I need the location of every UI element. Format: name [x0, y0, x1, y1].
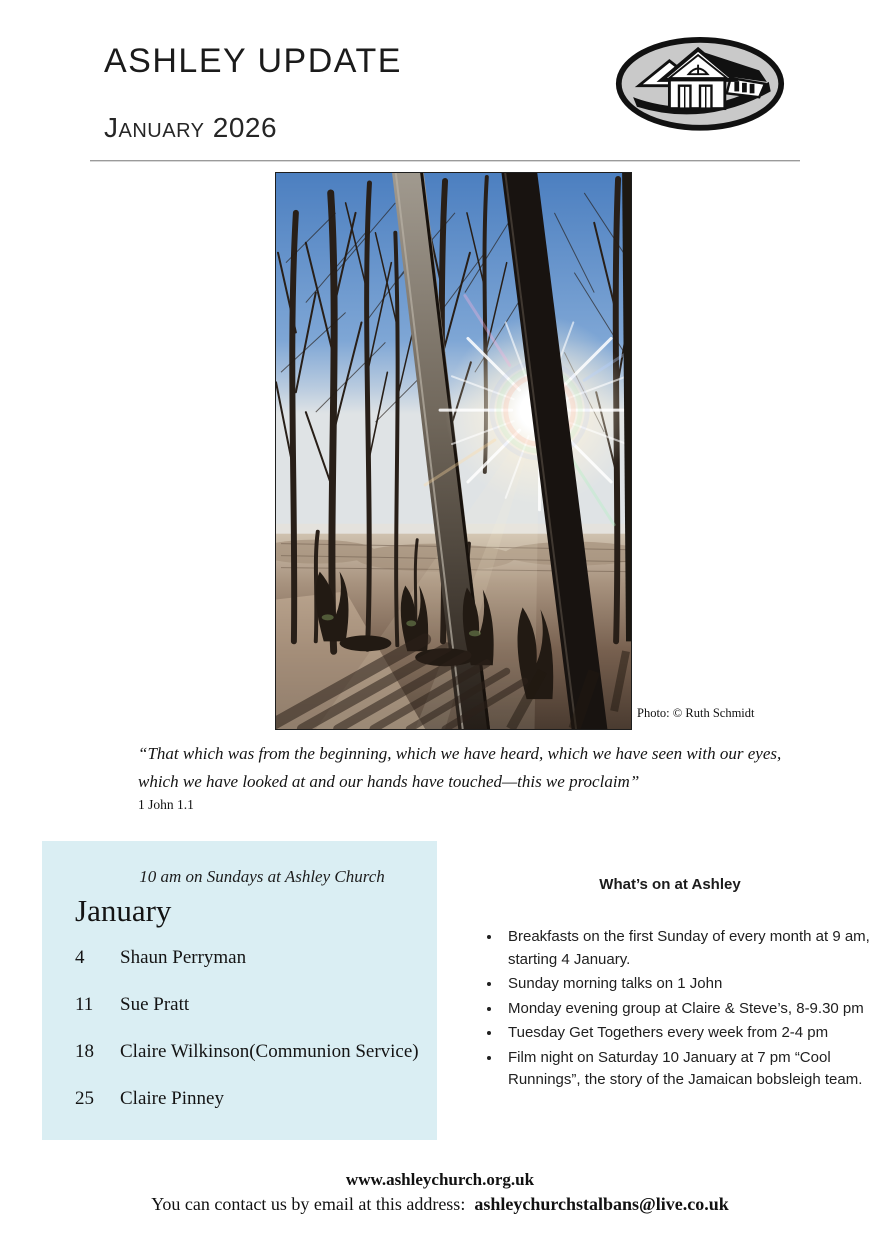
schedule-row — [75, 994, 431, 1016]
footer-email: ashleychurchstalbans@live.co.uk — [474, 1194, 729, 1214]
scripture-reference: 1 John 1.1 — [138, 797, 194, 812]
schedule-rows — [75, 947, 431, 1135]
schedule-date: 4 — [75, 947, 85, 968]
whats-on-item: • Sunday morning talks on 1 John — [502, 973, 880, 996]
schedule-row — [75, 947, 431, 969]
schedule-speaker: Shaun Perryman — [120, 947, 247, 968]
schedule-date: 25 — [75, 1088, 94, 1109]
page-title: ASHLEY UPDATE — [104, 42, 402, 80]
ashley-church-logo-icon — [614, 36, 786, 134]
footer-contact-prefix: You can contact us by email at this address: — [151, 1194, 475, 1214]
issue-date: January 2026 — [104, 112, 278, 143]
cover-photo — [275, 172, 632, 730]
schedule-speaker: Claire Wilkinson(Communion Service) — [120, 1041, 419, 1062]
schedule-tagline: 10 am on Sundays at Ashley Church — [139, 867, 385, 886]
schedule-date: 18 — [75, 1041, 94, 1062]
schedule-month-heading: January — [75, 893, 172, 928]
whats-on-heading: What’s on at Ashley — [599, 876, 741, 893]
schedule-row — [75, 1041, 431, 1063]
footer-website: www.ashleychurch.org.uk — [345, 1170, 535, 1189]
schedule-speaker: Sue Pratt — [120, 994, 190, 1015]
schedule-speaker: Claire Pinney — [120, 1088, 224, 1109]
photo-credit: Photo: © Ruth Schmidt — [637, 706, 755, 720]
whats-on-item: • Breakfasts on the first Sunday of every month at 9 am, starting 4 January. — [502, 926, 880, 971]
header-divider — [90, 160, 800, 162]
whats-on-list — [470, 926, 880, 1094]
schedule-row — [75, 1088, 431, 1110]
footer-contact-line — [0, 1194, 880, 1215]
whats-on-item: • Monday evening group at Claire & Steve’s, 8-9.30 pm — [502, 998, 880, 1021]
whats-on-item: • Film night on Saturday 10 January at 7 pm “Cool Runnings”, the story of the Jamaican bobsleigh team. — [502, 1047, 880, 1092]
schedule-date: 11 — [75, 994, 94, 1015]
scripture-quote: “That which was from the beginning, which we have heard, which we have seen with our eyes, which we have looked at and our hands have touched—this we proclaim” — [138, 744, 782, 791]
whats-on-item: • Tuesday Get Togethers every week from 2-4 pm — [502, 1022, 880, 1045]
sunday-schedule-panel — [42, 841, 437, 1140]
